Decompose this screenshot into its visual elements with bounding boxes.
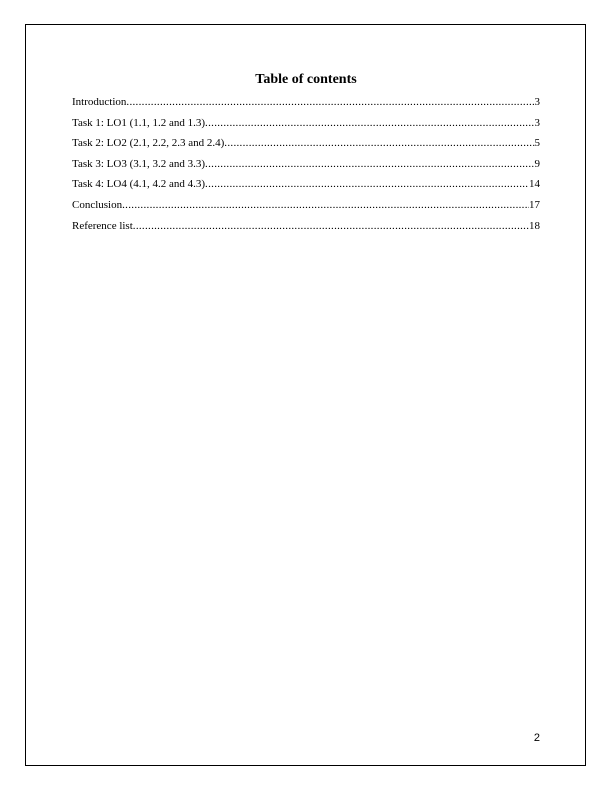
toc-entry-introduction[interactable]	[72, 95, 540, 116]
toc-entry-label: Task 3: LO3 (3.1, 3.2 and 3.3)	[72, 157, 206, 170]
toc-title: Table of contents	[255, 72, 357, 87]
toc-dot-leader	[224, 136, 534, 150]
toc-entry-page: 14	[529, 178, 540, 191]
toc-entry-label: Conclusion	[72, 198, 123, 211]
page-number: 2	[533, 732, 540, 744]
toc-entry-reference-list[interactable]	[72, 219, 540, 240]
toc-dot-leader	[205, 177, 529, 191]
toc-entry-page: 17	[529, 198, 540, 211]
toc-entry-page: 5	[534, 137, 540, 150]
toc-entry-label: Task 1: LO1 (1.1, 1.2 and 1.3)	[72, 116, 206, 129]
toc-entry-label: Task 4: LO4 (4.1, 4.2 and 4.3)	[72, 178, 206, 191]
toc-entry-task-2[interactable]	[72, 136, 540, 157]
toc-dot-leader	[205, 157, 534, 171]
toc-entry-task-1[interactable]	[72, 116, 540, 137]
toc-entry-task-3[interactable]	[72, 157, 540, 178]
toc-entry-page: 9	[534, 157, 540, 170]
toc-entry-label: Introduction	[72, 96, 127, 108]
toc-dot-leader	[122, 198, 529, 212]
toc-list	[72, 95, 540, 239]
toc-dot-leader	[133, 219, 529, 233]
toc-entry-label: Task 2: LO2 (2.1, 2.2, 2.3 and 2.4)	[72, 137, 225, 150]
toc-entry-label: Reference list	[72, 219, 133, 232]
toc-dot-leader	[126, 95, 534, 109]
toc-entry-page: 3	[534, 116, 540, 129]
toc-entry-page: 3	[534, 96, 540, 108]
toc-entry-page: 18	[529, 219, 540, 232]
toc-entry-conclusion[interactable]	[72, 198, 540, 219]
toc-entry-task-4[interactable]	[72, 177, 540, 198]
toc-dot-leader	[205, 116, 534, 130]
